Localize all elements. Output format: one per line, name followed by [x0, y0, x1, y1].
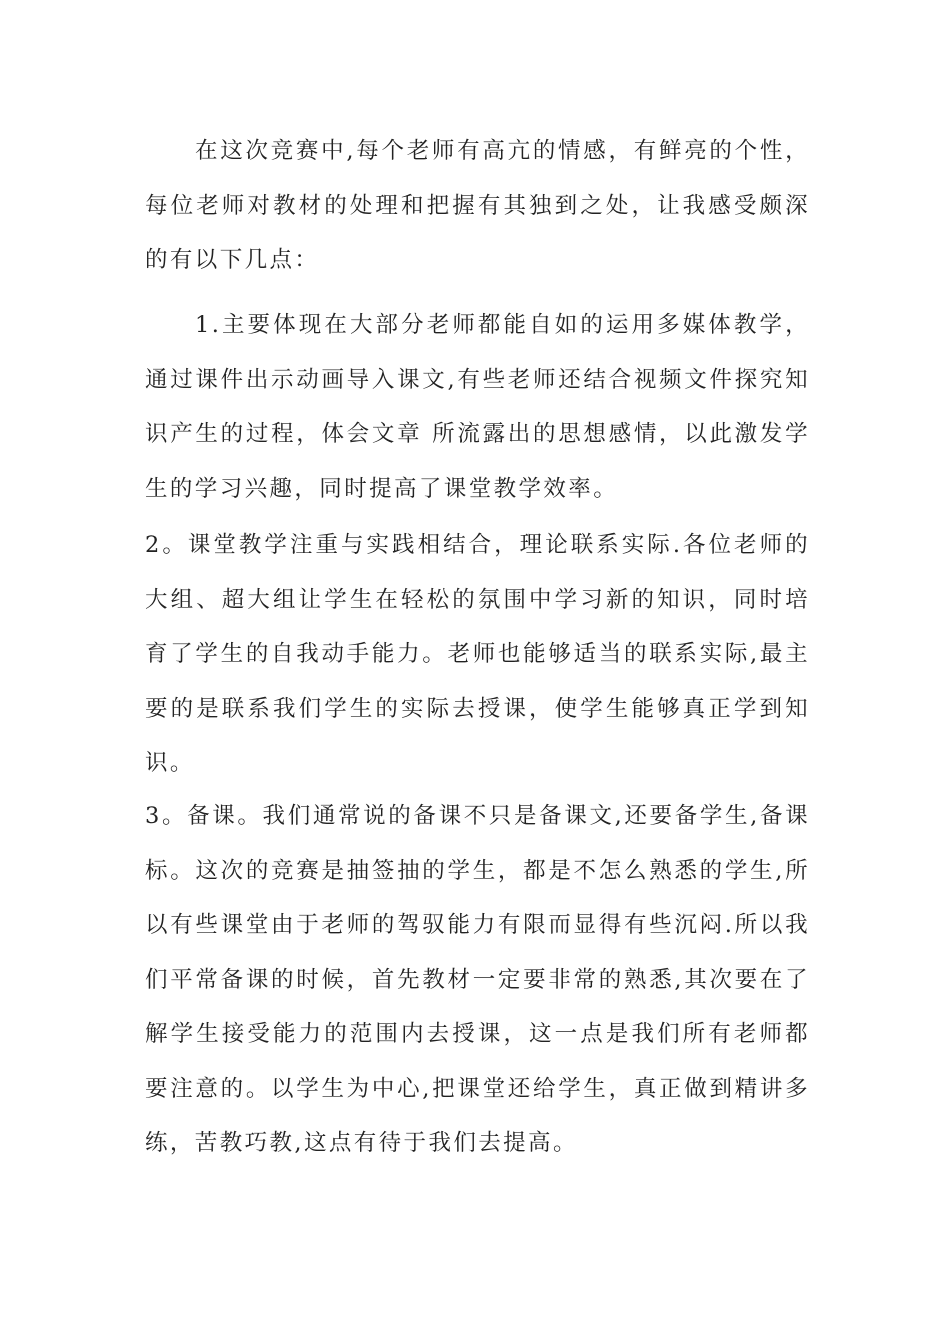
point-2-paragraph: 2。课堂教学注重与实践相结合，理论联系实际.各位老师的大组、超大组让学生在轻松的氛围中学习新的知识，同时培育了学生的自我动手能力。老师也能够适当的联系实际,最主要的是联系我们学生的实际去授课，使学生能够真正学到知识。 — [145, 532, 810, 776]
point-3-paragraph: 3。备课。我们通常说的备课不只是备课文,还要备学生,备课标。这次的竞赛是抽签抽的学生，都是不怎么熟悉的学生,所以有些课堂由于老师的驾驭能力有限而显得有些沉闷.所以我们平常备课的时候，首先教材一定要非常的熟悉,其次要在了解学生接受能力的范围内去授课，这一点是我们所有老师都要注意的。以学生为中心,把课堂还给学生，真正做到精讲多练，苦教巧教,这点有待于我们去提高。 — [145, 803, 810, 1156]
point-1-paragraph: 1.主要体现在大部分老师都能自如的运用多媒体教学，通过课件出示动画导入课文,有些老师还结合视频文件探究知识产生的过程，体会文章 所流露出的思想感情，以此激发学生的学习兴趣，同时提高了课堂教学效率。 — [145, 312, 810, 502]
intro-paragraph: 在这次竞赛中,每个老师有高亢的情感，有鲜亮的个性，每位老师对教材的处理和把握有其独到之处，让我感受颇深的有以下几点： — [145, 138, 810, 273]
